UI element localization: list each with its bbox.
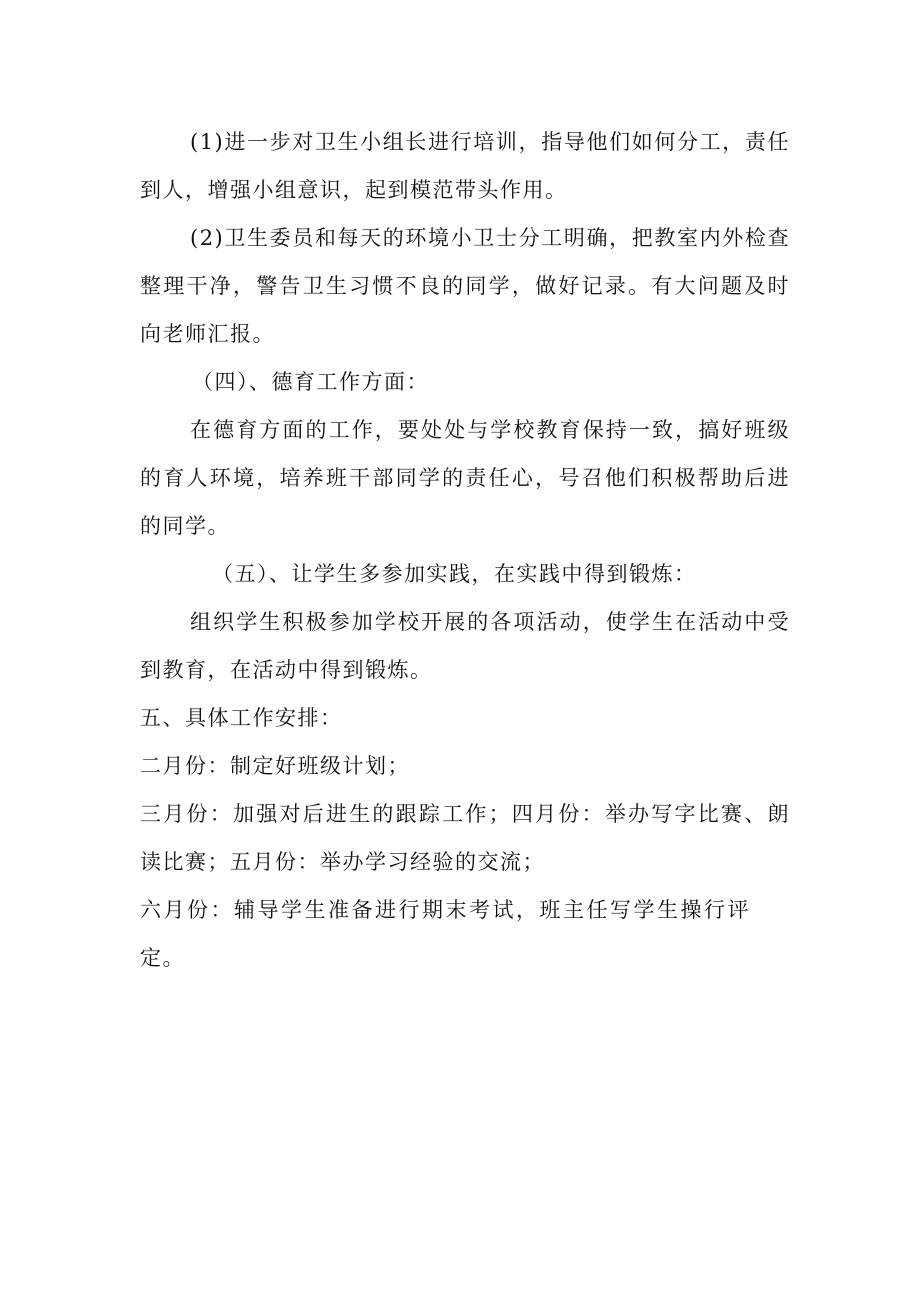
heading-work-schedule: 五、具体工作安排：: [140, 706, 343, 730]
schedule-february: 二月份：制定好班级计划；: [140, 754, 410, 778]
schedule-march-may: 三月份：加强对后进生的跟踪工作；四月份：举办写字比赛、朗读比赛；五月份：举办学习经验的交流；: [140, 802, 790, 874]
paragraph-hygiene-committee: (2)卫生委员和每天的环境小卫士分工明确，把教室内外检查整理干净，警告卫生习惯不良的同学，做好记录。有大问题及时向老师汇报。: [140, 226, 790, 346]
document-body: [140, 118, 790, 982]
paragraph-practice: 组织学生积极参加学校开展的各项活动，使学生在活动中受到教育，在活动中得到锻炼。: [140, 610, 790, 682]
heading-practice: （五）、让学生多参加实践，在实践中得到锻炼：: [212, 562, 697, 586]
schedule-june: 六月份：辅导学生准备进行期末考试，班主任写学生操行评定。: [140, 898, 750, 970]
heading-moral-education: （四）、德育工作方面：: [192, 370, 429, 394]
paragraph-hygiene-leaders: (1)进一步对卫生小组长进行培训，指导他们如何分工，责任到人，增强小组意识，起到模范带头作用。: [140, 130, 790, 202]
paragraph-moral-education: 在德育方面的工作，要处处与学校教育保持一致，搞好班级的育人环境，培养班干部同学的责任心，号召他们积极帮助后进的同学。: [140, 418, 790, 538]
